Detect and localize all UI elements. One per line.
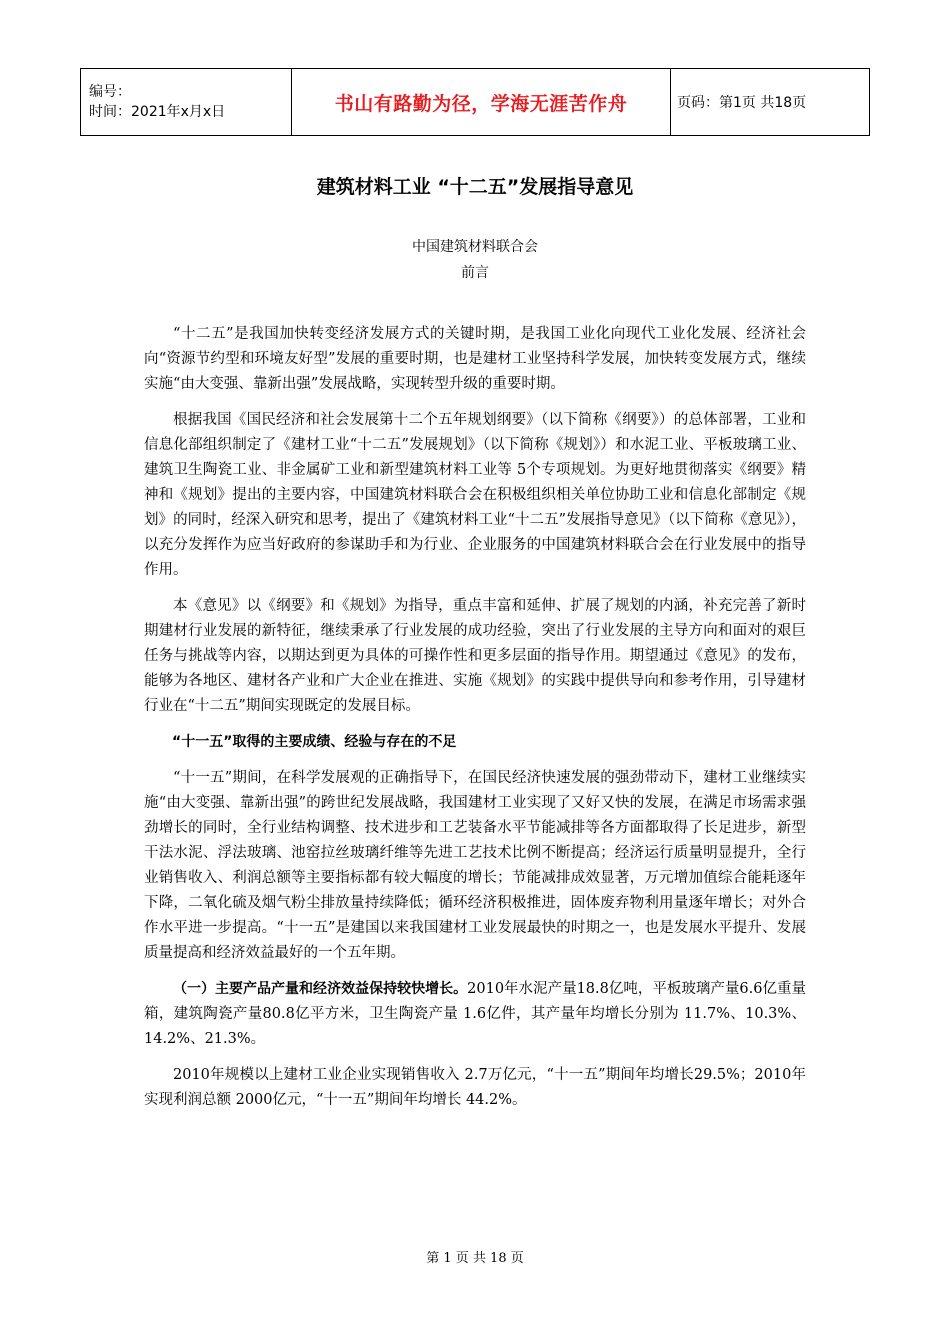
header-meta-cell [81,69,292,136]
section-heading: “十一五”取得的主要成绩、经验与存在的不足 [172,734,457,750]
document-organization: 中国建筑材料联合会 [412,239,538,255]
item-1-heading: （一）主要产品产量和经济效益保持较快增长。 [173,981,468,997]
body-paragraph: “十一五”期间，在科学发展观的正确指导下，在国民经济快速发展的强劲带动下，建材工业继续实施“由大变强、靠新出强”的跨世纪发展战略，我国建材工业实现了又好又快的发展，在满足市场需求强劲增长的同时，全行业结构调整、技术进步和工艺装备水平节能减排等各方面都取得了长足进步，新型干法水泥、浮法玻璃、池窑拉丝玻璃纤维等先进工艺技术比例不断提高；经济运行质量明显提升，全行业销售收入、利润总额等主要指标都有较大幅度的增长；节能减排成效显著，万元增加值综合能耗逐年下降，二氧化硫及烟气粉尘排放量持续降低；循环经济积极推进，固体废弃物利用量逐年增长；对外合作水平进一步提高。“十一五”是建国以来我国建材工业发展最快的时期之一，也是发展水平提升、发展质量提高和经济效益最好的一个五年期。 [144,770,806,961]
document-number-label: 编号： [89,84,131,100]
header-motto: 书山有路勤为径，学海无涯苦作舟 [292,69,671,136]
body-paragraph: 本《意见》以《纲要》和《规划》为指导，重点丰富和延伸、扩展了规划的内涵，补充完善了新时期建材行业发展的新特征，继续秉承了行业发展的成功经验，突出了行业发展的主导方向和面对的艰巨任务与挑战等内容，以期达到更为具体的可操作性和更多层面的指导作用。期望通过《意见》的发布，能够为各地区、建材各产业和广大企业在推进、实施《规划》的实践中提供导向和参考作用，引导建材行业在“十二五”期间实现既定的发展目标。 [144,598,806,714]
body-paragraph: 2010年规模以上建材工业企业实现销售收入 2.7万亿元，“十一五”期间年均增长29.5%；2010年实现利润总额 2000亿元，“十一五”期间年均增长 44.2%。 [144,1067,806,1108]
body-paragraph: “十二五”是我国加快转变经济发展方式的关键时期，是我国工业化向现代工业化发展、经济社会向“资源节约型和环境友好型”发展的重要时期，也是建材工业坚持科学发展，加快转变发展方式，继续实施“由大变强、靠新出强”发展战略，实现转型升级的重要时期。 [144,326,806,392]
body-paragraph-item-1 [144,977,806,1052]
header-table [80,68,870,136]
page-footer: 第 1 页 共 18 页 [426,1251,524,1266]
document-body [144,322,806,1124]
preface-heading: 前言 [461,265,489,281]
body-paragraph: 根据我国《国民经济和社会发展第十二个五年规划纲要》（以下简称《纲要》）的总体部署，工业和信息化部组织制定了《建材工业“十二五”发展规划》（以下简称《规划》）和水泥工业、平板玻璃工业、建筑卫生陶瓷工业、非金属矿工业和新型建筑材料工业等 5个专项规划。为更好地贯彻落实《纲要》精神和《规划》提出的主要内容，中国建筑材料联合会在积极组织相关单位协助工业和信息化部制定《规划》的同时，经深入研究和思考，提出了《建筑材料工业“十二五”发展指导意见》（以下简称《意见》），以充分发挥作为应当好政府的参谋助手和为行业、企业服务的中国建筑材料联合会在行业发展中的指导作用。 [144,412,806,578]
document-title: 建筑材料工业 “十二五”发展指导意见 [316,176,634,198]
document-time-label: 时间：2021年x月x日 [89,104,226,120]
item-1-text: 2010年水泥产量18.8亿吨，平板玻璃产量6.6亿重量箱，建筑陶瓷产量80.8亿平方米，卫生陶瓷产量 1.6亿件，其产量年均增长分别为 11.7%、10.3%、 14.2%、21.3%。 [144,981,807,1047]
header-page-info: 页码：第1页 共18页 [671,69,870,136]
